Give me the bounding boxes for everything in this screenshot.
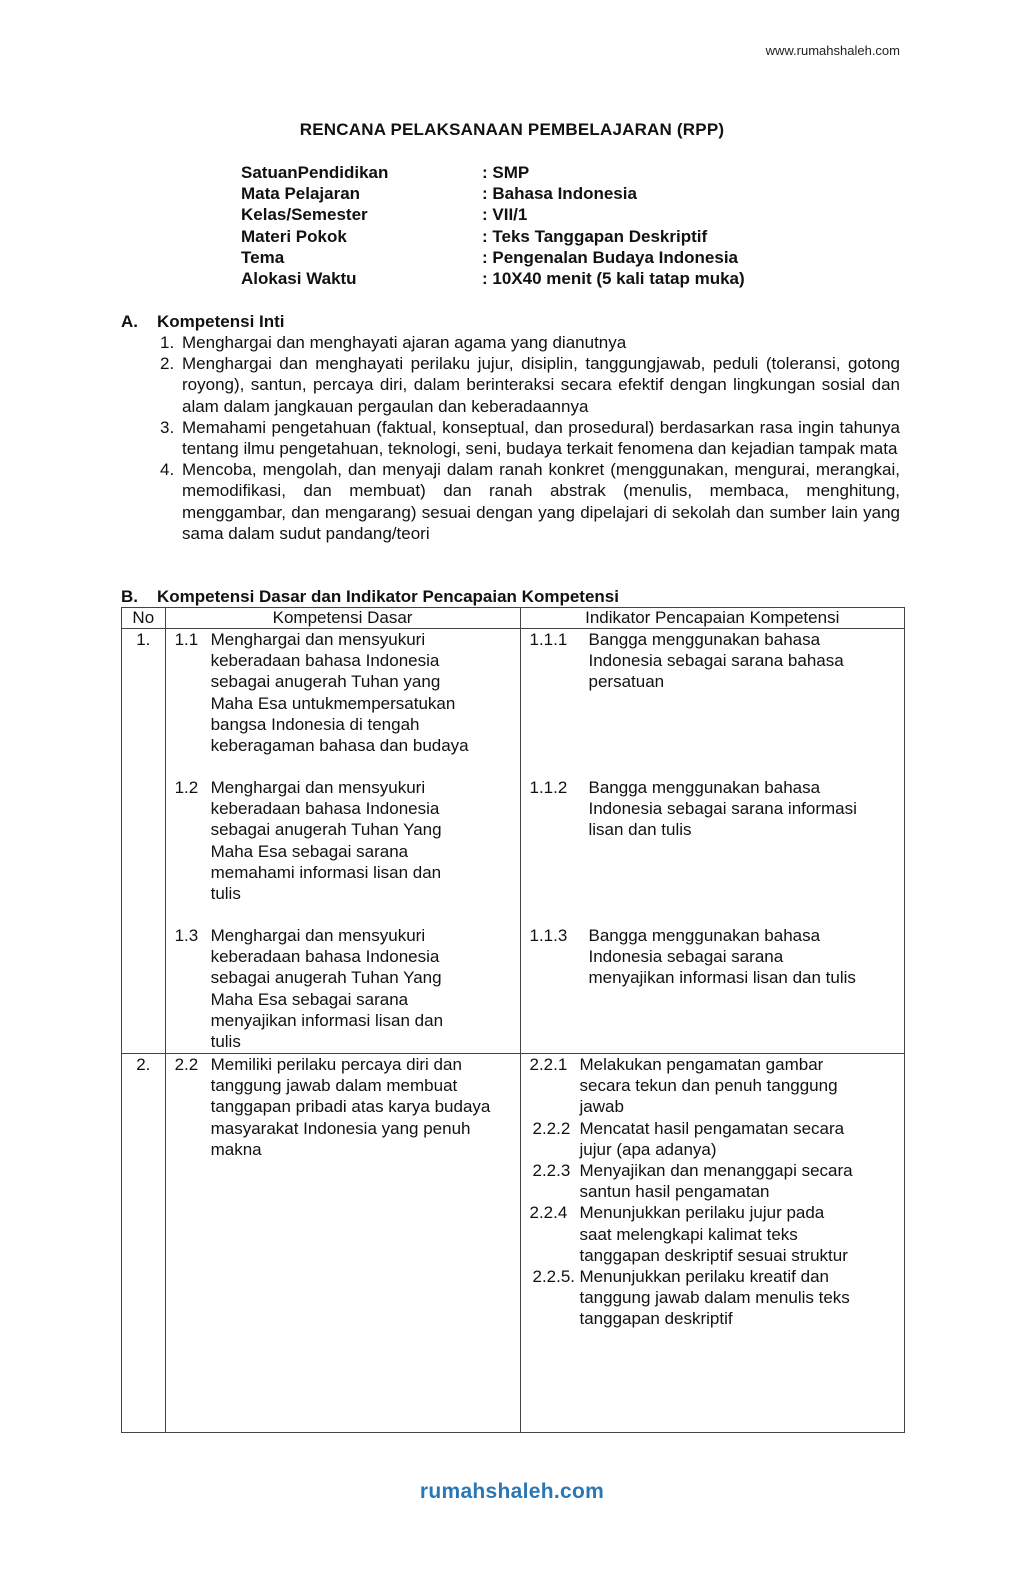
kd-entry (166, 1054, 520, 1160)
meta-value: : 10X40 menit (5 kali tatap muka) (482, 268, 745, 288)
text-line: Bangga menggunakan bahasa (588, 630, 821, 649)
text-line: sebagai anugerah Tuhan Yang (210, 968, 442, 988)
text-line: lisan dan tulis (588, 820, 692, 840)
indicator-text (580, 1202, 880, 1266)
text-line: keberadaan bahasa Indonesia (210, 651, 440, 671)
text-line: sebagai anugerah Tuhan yang (210, 672, 441, 692)
list-number: 2. (160, 354, 175, 374)
text-line: saat melengkapi kalimat teks (579, 1224, 798, 1244)
text-line: Indonesia sebagai sarana informasi (588, 799, 857, 819)
meta-label: Materi Pokok (241, 226, 347, 246)
text-line: tanggapan deskriptif (579, 1309, 733, 1329)
section-title: Kompetensi Dasar dan Indikator Pencapaian Kompetensi (157, 587, 619, 606)
column-header-indicator: Indikator Pencapaian Kompetensi (520, 608, 905, 629)
indicator-entry (530, 1266, 905, 1330)
list-text: Menghargai dan menghayati perilaku jujur, disiplin, tanggungjawab, peduli (toleransi, gotong royong), santun, percaya diri, dalam berinteraksi secara efektif dengan lingkungan sosial dan alam dalam jangkauan pergaulan dan keberadaannya (182, 354, 900, 416)
kd-code: 2.2 (174, 1055, 199, 1074)
indicator-entry (521, 925, 905, 1053)
text-line: Bangga menggunakan bahasa (588, 778, 821, 797)
indicator-cell (520, 629, 905, 1054)
section-letter: B. (121, 587, 138, 606)
indicator-code: 1.1.2 (529, 778, 568, 797)
identity-block (241, 162, 861, 289)
text-line: Mencatat hasil pengamatan secara (579, 1118, 845, 1138)
row-number: 2. (122, 1054, 166, 1433)
text-line: keberagaman bahasa dan budaya (210, 736, 469, 756)
meta-row (241, 162, 861, 183)
meta-row (241, 204, 861, 225)
list-item (121, 353, 901, 417)
section-title: Kompetensi Inti (157, 312, 285, 331)
list-text: Mencoba, mengolah, dan menyaji dalam ranah konkret (menggunakan, mengurai, merangkai, memodifikasi, dan membuat) dan ranah abstrak (menulis, membaca, menghitung, menggambar, dan mengarang) sesuai dengan yang dipelajari di sekolah dan sumber lain yang sama dalam sudut pandang/teori (182, 460, 900, 543)
text-line: Bangga menggunakan bahasa (588, 926, 821, 945)
list-item (121, 459, 901, 544)
list-text: Menghargai dan menghayati ajaran agama yang dianutnya (182, 333, 627, 352)
text-line: Menyajikan dan menanggapi secara (579, 1161, 853, 1181)
text-line: memahami informasi lisan dan (210, 862, 442, 882)
text-line: Menghargai dan mensyukuri (210, 778, 426, 797)
text-line: tanggung jawab dalam menulis teks (579, 1288, 850, 1308)
meta-row (241, 268, 861, 289)
meta-label: Alokasi Waktu (241, 268, 357, 288)
indicator-entry (530, 1054, 905, 1118)
meta-label: SatuanPendidikan (241, 163, 389, 182)
text-line: secara tekun dan penuh tanggung (579, 1076, 838, 1096)
text-line: Menghargai dan mensyukuri (210, 926, 426, 945)
footer-brand[interactable]: rumahshaleh.com (419, 1480, 605, 1503)
kd-entry (166, 777, 520, 925)
text-line: tanggapan pribadi atas karya budaya (210, 1097, 491, 1117)
indicator-entry (530, 1160, 905, 1202)
section-heading (121, 586, 904, 607)
column-header-kd: Kompetensi Dasar (165, 608, 520, 629)
kd-text (211, 1054, 501, 1160)
kd-entry (166, 629, 520, 777)
meta-row (241, 247, 861, 268)
indicator-code: 2.2.2 (532, 1118, 571, 1138)
section-kompetensi-dasar (121, 586, 904, 1433)
indicator-code: 1.1.1 (529, 630, 568, 649)
ki-list (121, 332, 901, 544)
kd-text (211, 629, 501, 777)
meta-value: : SMP (482, 163, 530, 182)
section-kompetensi-inti (121, 311, 901, 544)
kd-code: 1.1 (174, 630, 199, 649)
indicator-entry (530, 1118, 905, 1160)
text-line: menyajikan informasi lisan dan tulis (588, 968, 856, 988)
section-letter: A. (121, 312, 138, 331)
text-line: Menunjukkan perilaku kreatif dan (579, 1267, 829, 1287)
indicator-entry (530, 1202, 905, 1266)
kd-text (211, 925, 501, 1053)
kd-code: 1.3 (174, 926, 199, 945)
text-line: keberadaan bahasa Indonesia (210, 799, 440, 819)
indicator-code: 2.2.3 (532, 1161, 571, 1181)
text-line: tanggung jawab dalam membuat (210, 1076, 458, 1096)
meta-row (241, 226, 861, 247)
kd-cell (165, 629, 520, 1054)
indicator-text (580, 1266, 880, 1330)
indicator-code: 2.2.4 (529, 1203, 568, 1223)
meta-row (241, 183, 861, 204)
text-line: jujur (apa adanya) (579, 1139, 717, 1159)
text-line: persatuan (588, 672, 665, 692)
text-line: Maha Esa sebagai sarana (210, 989, 409, 1009)
meta-value: : VII/1 (482, 205, 528, 225)
indicator-code: 1.1.3 (529, 926, 568, 945)
indicator-cell (520, 1054, 905, 1433)
kd-code: 1.2 (174, 778, 199, 797)
column-header-no: No (122, 608, 166, 629)
meta-value: : Bahasa Indonesia (482, 184, 637, 204)
meta-label: Tema (241, 247, 285, 267)
list-text: Memahami pengetahuan (faktual, konseptual, dan prosedural) berdasarkan rasa ingin tahunya tentang ilmu pengetahuan, teknologi, seni, budaya terkait fenomena dan kejadian tampak mata (182, 417, 900, 459)
text-line: masyarakat Indonesia yang penuh (210, 1118, 471, 1138)
section-heading (121, 311, 901, 332)
text-line: Maha Esa untukmempersatukan (210, 693, 456, 713)
table-header-row (122, 608, 905, 629)
text-line: tanggapan deskriptif sesuai struktur (579, 1245, 848, 1265)
text-line: Indonesia sebagai sarana bahasa (588, 651, 844, 671)
meta-label: Mata Pelajaran (241, 184, 361, 204)
indicator-text (589, 925, 889, 1053)
indicator-text (589, 777, 889, 925)
text-line: menyajikan informasi lisan dan (210, 1010, 444, 1030)
indicator-text (580, 1160, 880, 1202)
table-row (122, 1054, 905, 1433)
indicator-text (589, 629, 889, 777)
text-line: santun hasil pengamatan (579, 1182, 770, 1202)
list-number: 4. (160, 460, 175, 480)
text-line: tulis (210, 884, 241, 904)
text-line: Memiliki perilaku percaya diri dan (210, 1055, 462, 1074)
text-line: Indonesia sebagai sarana (588, 947, 784, 967)
list-number: 1. (160, 333, 175, 352)
table-row (122, 629, 905, 1054)
text-line: Menghargai dan mensyukuri (210, 630, 426, 649)
indicator-text (580, 1054, 880, 1118)
text-line: tulis (210, 1032, 241, 1052)
kd-text (211, 777, 501, 925)
row-number: 1. (122, 629, 166, 1054)
indicator-entry (521, 777, 905, 925)
meta-label: Kelas/Semester (241, 205, 368, 225)
meta-value: : Teks Tanggapan Deskriptif (482, 226, 708, 246)
document-title: RENCANA PELAKSANAAN PEMBELAJARAN (RPP) (299, 120, 725, 139)
kd-entry (166, 925, 520, 1053)
text-line: makna (210, 1139, 262, 1159)
indicator-code: 2.2.5. (532, 1267, 576, 1287)
header-url[interactable]: www.rumahshaleh.com (765, 43, 900, 58)
text-line: sebagai anugerah Tuhan Yang (210, 820, 442, 840)
text-line: Menunjukkan perilaku jujur pada (579, 1203, 825, 1223)
indicator-text (580, 1118, 880, 1160)
competency-table (121, 607, 905, 1433)
list-number: 3. (160, 417, 175, 437)
text-line: Maha Esa sebagai sarana (210, 841, 409, 861)
list-item (121, 332, 901, 353)
indicator-code: 2.2.1 (529, 1055, 568, 1074)
text-line: Melakukan pengamatan gambar (579, 1055, 824, 1074)
list-item (121, 417, 901, 459)
text-line: bangsa Indonesia di tengah (210, 714, 420, 734)
indicator-entry (521, 629, 905, 777)
text-line: keberadaan bahasa Indonesia (210, 947, 440, 967)
kd-cell (165, 1054, 520, 1433)
meta-value: : Pengenalan Budaya Indonesia (482, 247, 739, 267)
text-line: jawab (579, 1097, 624, 1117)
